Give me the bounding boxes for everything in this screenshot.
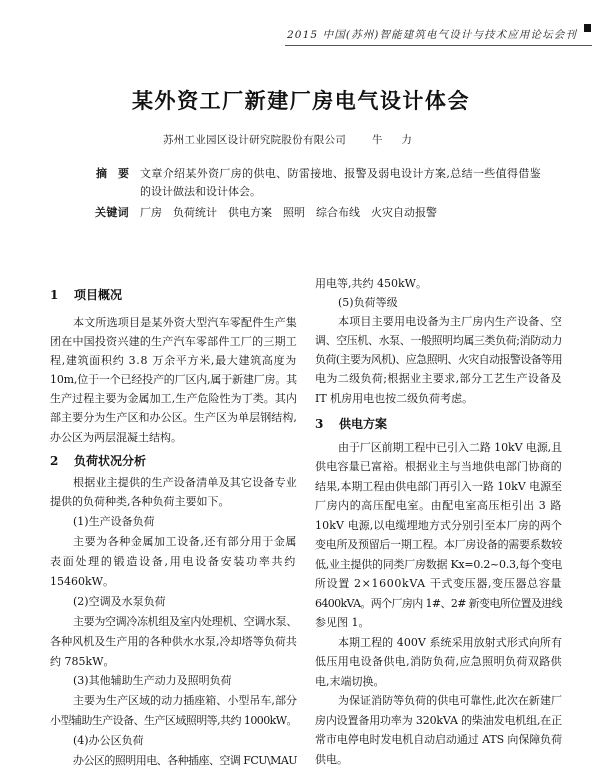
body-text-line: 约 785kW。 bbox=[50, 654, 115, 668]
body-text-line: 厂房内的高压配电室。由配电室高压柜引出 3 路 bbox=[315, 499, 562, 512]
body-text-line: 变电所及预留后一期工程。本厂房设备的需要系数较 bbox=[315, 538, 562, 551]
body-text-line: 主要为空调冷冻机组及室内处理机、空调水泵、 bbox=[73, 614, 297, 628]
section-3-body bbox=[315, 440, 562, 767]
abstract-line: 的设计做法和设计体会。 bbox=[140, 184, 261, 198]
body-text-line: 本期工程的 400V 系统采用放射式形式向所有 bbox=[338, 635, 562, 649]
section-number: 3 bbox=[315, 416, 324, 431]
body-text-line: 参见图 1。 bbox=[315, 616, 370, 629]
subheading-line: (4)办公区负荷 bbox=[73, 734, 144, 748]
body-text-line: 小型辅助生产设备、生产区域照明等,共约 1000kW。 bbox=[50, 714, 297, 728]
body-text-line: IT 机房用电也按二级负荷考虑。 bbox=[315, 391, 474, 405]
section-number: 1 bbox=[50, 287, 59, 302]
body-text-line: 供电容量已富裕。根据业主与当地供电部门协商的 bbox=[315, 460, 562, 473]
body-text-line: 根据业主提供的生产设备清单及其它设备专业 bbox=[73, 475, 297, 489]
subheading-line: (3)其他辅助生产动力及照明负荷 bbox=[73, 674, 232, 688]
section-2-body bbox=[50, 475, 297, 768]
body-text-line: 房内设置备用功率为 320kVA 的柴油发电机组,在正 bbox=[315, 713, 562, 727]
section-title: 项目概况 bbox=[74, 287, 123, 302]
body-text-line: 由于厂区前期工程中已引入二路 10kV 电源,且 bbox=[338, 440, 562, 454]
body-text-line: 各种风机及生产用的各种供水水泵,冷却塔等负荷共 bbox=[50, 634, 297, 648]
keyword: 负荷统计 bbox=[173, 205, 217, 219]
section-2-body-continued bbox=[315, 276, 562, 406]
running-header: 2015 中国(苏州)智能建筑电气设计与技术应用论坛会刊 bbox=[287, 29, 577, 41]
article-title: 某外资工厂新建厂房电气设计体会 bbox=[132, 88, 470, 113]
body-text-line: 电为二级负荷;根据业主要求,部分工艺生产设备及 bbox=[315, 372, 562, 386]
section-title: 负荷状况分析 bbox=[74, 453, 147, 468]
body-text-line: 办公区的照明用电、各种插座、空调 FCU\MAU bbox=[73, 753, 297, 767]
body-text-line: 用电等,共约 450kW。 bbox=[315, 276, 427, 290]
section-heading bbox=[50, 454, 297, 469]
header-corner-mark bbox=[584, 24, 591, 32]
body-text-line: 表面处理的锻造设备,用电设备安装功率共约 bbox=[50, 555, 297, 569]
body-text-line: 常市电停电时发电机自动启动通过 ATS 向保障负荷 bbox=[315, 733, 562, 746]
subheading-line: (2)空调及水泵负荷 bbox=[73, 594, 166, 608]
body-text-line: 10kV 电源,以电缆埋地方式分别引至本厂房的两个 bbox=[315, 518, 562, 532]
body-text-line: 为保证消防等负荷的供电可靠性,此次在新建厂 bbox=[338, 694, 562, 707]
body-text-line: 负荷(主要为风机)、应急照明、火灾自动报警设备等用 bbox=[315, 353, 562, 367]
section-heading bbox=[50, 288, 297, 303]
keyword: 火灾自动报警 bbox=[371, 205, 437, 219]
body-text-line: 程,建筑面积约 3.8 万余平方米,最大建筑高度为 bbox=[50, 353, 297, 367]
body-text-line: 结果,本期工程由供电部门再引入一路 10kV 电源至 bbox=[315, 479, 562, 493]
keyword: 供电方案 bbox=[228, 205, 272, 219]
body-text-line: 主要为生产区域的动力插座箱、小型吊车,部分 bbox=[73, 694, 297, 708]
body-text-line: 10m,位于一个已经投产的厂区内,属于新建厂房。其 bbox=[50, 373, 297, 387]
keyword: 照明 bbox=[283, 205, 305, 219]
author-affiliation: 苏州工业园区设计研究院股份有限公司 bbox=[163, 134, 346, 146]
body-text-line: 办公区为两层混凝土结构。 bbox=[50, 430, 182, 444]
keywords-list bbox=[140, 205, 448, 220]
body-text-line: 15460kW。 bbox=[50, 574, 114, 588]
body-text-line: 电,末端切换。 bbox=[315, 674, 385, 688]
body-text-line: 所设置 2×1600kVA 干式变压器,变压器总容量 bbox=[315, 577, 562, 590]
body-text-line: 调、空压机、水泵、一般照明均属三类负荷;消防动力 bbox=[315, 334, 562, 348]
keywords-label: 关键词 bbox=[95, 205, 129, 219]
body-text-line: 供电。 bbox=[315, 752, 348, 766]
body-text-line: 提供的负荷种类,各种负荷主要如下。 bbox=[50, 495, 230, 509]
author-name: 牛 力 bbox=[372, 134, 416, 146]
body-text-line: 6400kVA。两个厂房内 1#、2# 新变电所位置及进线 bbox=[315, 596, 562, 610]
section-title: 供电方案 bbox=[339, 416, 388, 431]
abstract-line: 文章介绍某外资厂房的供电、防雷接地、报警及弱电设计方案,总结一些值得借鉴 bbox=[140, 166, 541, 180]
body-text-line: 部主要分为生产区和办公区。生产区为单层钢结构, bbox=[50, 411, 297, 425]
body-text-line: 生产过程主要为金属加工,生产危险性为丁类。其内 bbox=[50, 392, 297, 406]
body-text-line: 主要为各种金属加工设备,还有部分用于金属 bbox=[73, 535, 297, 549]
section-1-body bbox=[50, 315, 297, 445]
body-text-line: 团在中国投资兴建的生产汽车零部件工厂的三期工 bbox=[50, 334, 297, 348]
body-text-line: 本文所选项目是某外资大型汽车零配件生产集 bbox=[73, 315, 297, 329]
body-text-line: 低,业主提供的同类厂房数据 Kx=0.2~0.3,每个变电 bbox=[315, 557, 562, 571]
body-text-line: 本项目主要用电设备为主厂房内生产设备、空 bbox=[338, 314, 562, 328]
keyword: 综合布线 bbox=[316, 205, 360, 219]
keyword: 厂房 bbox=[140, 205, 162, 219]
header-rule bbox=[285, 45, 592, 46]
section-number: 2 bbox=[50, 453, 59, 468]
section-heading bbox=[315, 417, 562, 432]
subheading-line: (1)生产设备负荷 bbox=[73, 515, 155, 529]
subheading-line: (5)负荷等级 bbox=[338, 295, 398, 309]
abstract-label: 摘 要 bbox=[96, 166, 129, 180]
body-text-line: 低压用电设备供电,消防负荷,应急照明负荷双路供 bbox=[315, 655, 562, 668]
